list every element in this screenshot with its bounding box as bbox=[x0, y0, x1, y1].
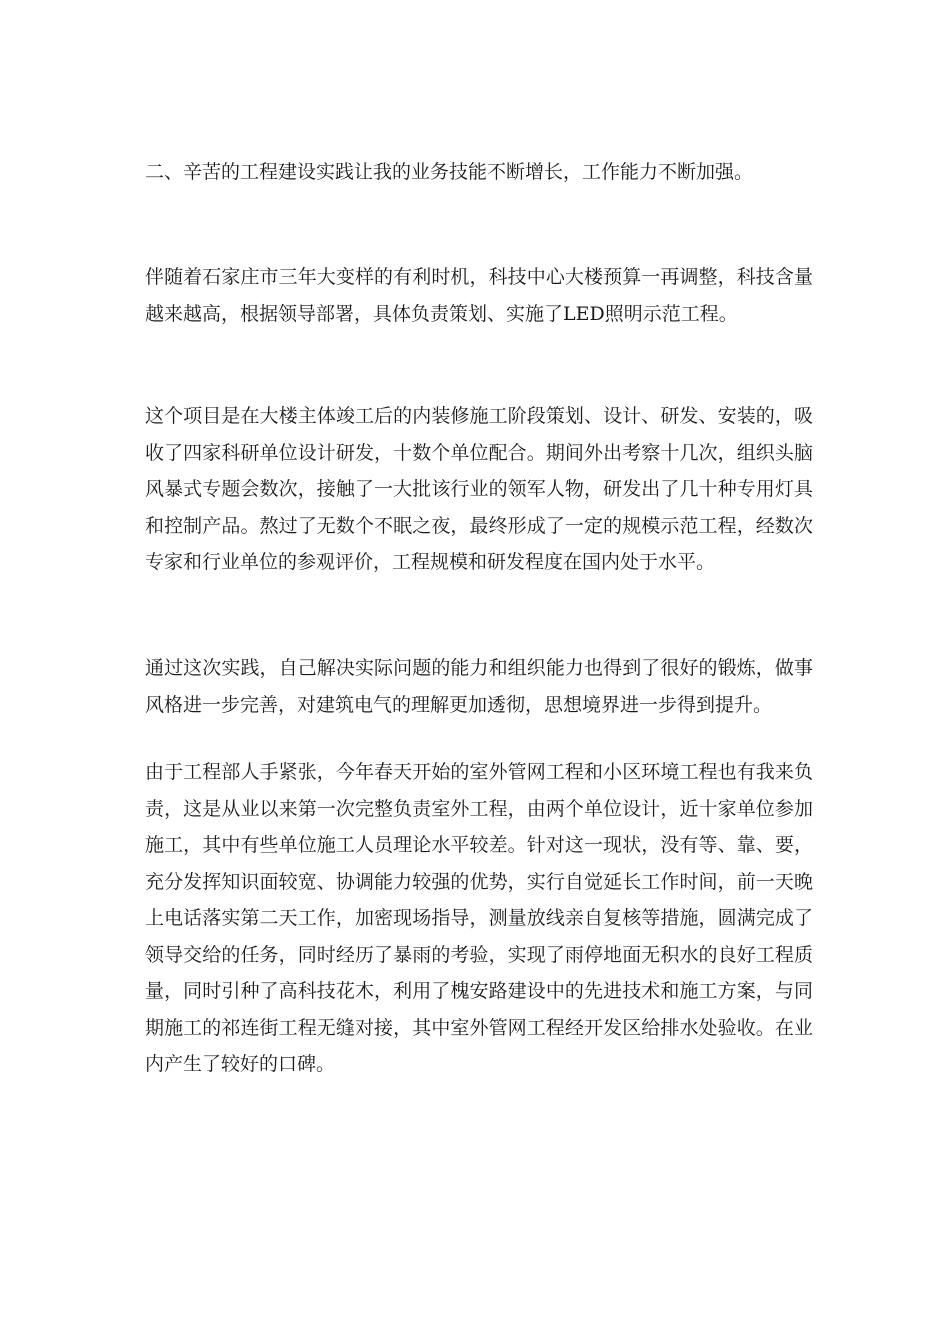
paragraph-outdoor-works: 由于工程部人手紧张，今年春天开始的室外管网工程和小区环境工程也有我来负责，这是从业以来第一次完整负责室外工程，由两个单位设计，近十家单位参加施工，其中有些单位施工人员理论水平较差。针对这一现状，没有等、靠、要，充分发挥知识面较宽、协调能力较强的优势，实行自觉延长工作时间，前一天晚上电话落实第二天工作，加密现场指导，测量放线亲自复核等措施，圆满完成了领导交给的任务，同时经历了暴雨的考验，实现了雨停地面无积水的良好工程质量，同时引种了高科技花木，利用了槐安路建设中的先进技术和施工方案，与同期施工的祁连街工程无缝对接，其中室外管网工程经开发区给排水处验收。在业内产生了较好的口碑。 bbox=[145, 761, 813, 1075]
paragraph-led-project-intro: 伴随着石家庄市三年大变样的有利时机，科技中心大楼预算一再调整，科技含量越来越高，根据领导部署，具体负责策划、实施了LED照明示范工程。 bbox=[145, 266, 813, 325]
paragraph-practice-reflection: 通过这次实践，自己解决实际问题的能力和组织能力也得到了很好的锻炼，做事风格进一步完善，对建筑电气的理解更加透彻，思想境界进一步得到提升。 bbox=[145, 657, 813, 716]
paragraph-project-details: 这个项目是在大楼主体竣工后的内装修施工阶段策划、设计、研发、安装的，吸收了四家科研单位设计研发，十数个单位配合。期间外出考察十几次，组织头脑风暴式专题会数次，接触了一大批该行业的领军人物，研发出了几十种专用灯具和控制产品。熬过了无数个不眠之夜，最终形成了一定的规模示范工程，经数次专家和行业单位的参观评价，工程规模和研发程度在国内处于水平。 bbox=[145, 405, 813, 573]
paragraph-heading-section-two: 二、辛苦的工程建设实践让我的业务技能不断增长，工作能力不断加强。 bbox=[145, 161, 754, 183]
